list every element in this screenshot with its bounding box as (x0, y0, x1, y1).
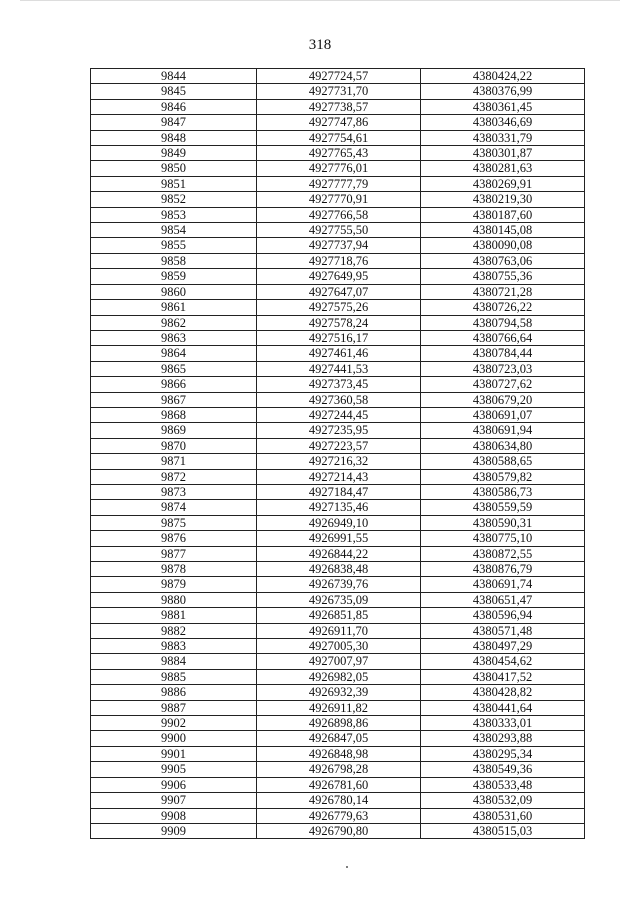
point-number-cell: 9860 (91, 284, 257, 299)
y-coordinate-cell: 4380691,07 (421, 407, 585, 422)
x-coordinate-cell: 4926911,70 (257, 623, 421, 638)
point-number-cell: 9847 (91, 115, 257, 130)
y-coordinate-cell: 4380293,88 (421, 731, 585, 746)
table-row (91, 146, 585, 161)
point-number-cell: 9866 (91, 377, 257, 392)
y-coordinate-cell: 4380691,74 (421, 577, 585, 592)
table-row (91, 238, 585, 253)
x-coordinate-cell: 4926838,48 (257, 562, 421, 577)
table-row (91, 592, 585, 607)
y-coordinate-cell: 4380417,52 (421, 669, 585, 684)
y-coordinate-cell: 4380691,94 (421, 423, 585, 438)
point-number-cell: 9872 (91, 469, 257, 484)
point-number-cell: 9874 (91, 500, 257, 515)
y-coordinate-cell: 4380755,36 (421, 269, 585, 284)
y-coordinate-cell: 4380727,62 (421, 377, 585, 392)
x-coordinate-cell: 4927135,46 (257, 500, 421, 515)
point-number-cell: 9901 (91, 746, 257, 761)
y-coordinate-cell: 4380549,36 (421, 762, 585, 777)
table-row (91, 454, 585, 469)
table-row (91, 392, 585, 407)
point-number-cell: 9883 (91, 639, 257, 654)
x-coordinate-cell: 4927441,53 (257, 361, 421, 376)
table-row (91, 808, 585, 823)
point-number-cell: 9886 (91, 685, 257, 700)
page-number: 318 (308, 37, 332, 53)
x-coordinate-cell: 4927516,17 (257, 330, 421, 345)
point-number-cell: 9861 (91, 300, 257, 315)
table-row (91, 161, 585, 176)
x-coordinate-cell: 4926982,05 (257, 669, 421, 684)
table-row (91, 716, 585, 731)
x-coordinate-cell: 4926949,10 (257, 515, 421, 530)
y-coordinate-cell: 4380586,73 (421, 484, 585, 499)
x-coordinate-cell: 4927575,26 (257, 300, 421, 315)
x-coordinate-cell: 4927223,57 (257, 438, 421, 453)
point-number-cell: 9880 (91, 592, 257, 607)
x-coordinate-cell: 4926735,09 (257, 592, 421, 607)
y-coordinate-cell: 4380876,79 (421, 562, 585, 577)
x-coordinate-cell: 4927373,45 (257, 377, 421, 392)
point-number-cell: 9877 (91, 546, 257, 561)
table-row (91, 669, 585, 684)
y-coordinate-cell: 4380497,29 (421, 639, 585, 654)
table-row (91, 777, 585, 792)
y-coordinate-cell: 4380763,06 (421, 253, 585, 268)
x-coordinate-cell: 4927754,61 (257, 130, 421, 145)
y-coordinate-cell: 4380766,64 (421, 330, 585, 345)
y-coordinate-cell: 4380531,60 (421, 808, 585, 823)
x-coordinate-cell: 4926844,22 (257, 546, 421, 561)
table-row (91, 115, 585, 130)
point-number-cell: 9853 (91, 207, 257, 222)
x-coordinate-cell: 4926780,14 (257, 793, 421, 808)
point-number-cell: 9845 (91, 84, 257, 99)
y-coordinate-cell: 4380532,09 (421, 793, 585, 808)
point-number-cell: 9869 (91, 423, 257, 438)
point-number-cell: 9850 (91, 161, 257, 176)
table-row (91, 823, 585, 838)
x-coordinate-cell: 4927718,76 (257, 253, 421, 268)
y-coordinate-cell: 4380424,22 (421, 69, 585, 84)
point-number-cell: 9862 (91, 315, 257, 330)
point-number-cell: 9852 (91, 192, 257, 207)
x-coordinate-cell: 4927216,32 (257, 454, 421, 469)
x-coordinate-cell: 4926911,82 (257, 700, 421, 715)
x-coordinate-cell: 4927776,01 (257, 161, 421, 176)
y-coordinate-cell: 4380596,94 (421, 608, 585, 623)
y-coordinate-cell: 4380723,03 (421, 361, 585, 376)
table-row (91, 562, 585, 577)
table-row (91, 223, 585, 238)
table-row (91, 300, 585, 315)
point-number-cell: 9902 (91, 716, 257, 731)
table-row (91, 438, 585, 453)
point-number-cell: 9878 (91, 562, 257, 577)
table-row (91, 500, 585, 515)
point-number-cell: 9882 (91, 623, 257, 638)
table-row (91, 192, 585, 207)
table-row (91, 793, 585, 808)
y-coordinate-cell: 4380515,03 (421, 823, 585, 838)
x-coordinate-cell: 4927765,43 (257, 146, 421, 161)
y-coordinate-cell: 4380441,64 (421, 700, 585, 715)
x-coordinate-cell: 4926847,05 (257, 731, 421, 746)
y-coordinate-cell: 4380533,48 (421, 777, 585, 792)
y-coordinate-cell: 4380269,91 (421, 176, 585, 191)
point-number-cell: 9865 (91, 361, 257, 376)
table-row (91, 377, 585, 392)
table-row (91, 253, 585, 268)
x-coordinate-cell: 4927755,50 (257, 223, 421, 238)
y-coordinate-cell: 4380331,79 (421, 130, 585, 145)
table-row (91, 484, 585, 499)
x-coordinate-cell: 4926790,80 (257, 823, 421, 838)
table-row (91, 639, 585, 654)
x-coordinate-cell: 4926779,63 (257, 808, 421, 823)
table-row (91, 330, 585, 345)
point-number-cell: 9858 (91, 253, 257, 268)
x-coordinate-cell: 4927777,79 (257, 176, 421, 191)
table-row (91, 515, 585, 530)
x-coordinate-cell: 4927747,86 (257, 115, 421, 130)
x-coordinate-cell: 4927578,24 (257, 315, 421, 330)
y-coordinate-cell: 4380376,99 (421, 84, 585, 99)
point-number-cell: 9908 (91, 808, 257, 823)
point-number-cell: 9844 (91, 69, 257, 84)
x-coordinate-cell: 4927005,30 (257, 639, 421, 654)
table-row (91, 284, 585, 299)
y-coordinate-cell: 4380346,69 (421, 115, 585, 130)
table-row (91, 546, 585, 561)
point-number-cell: 9867 (91, 392, 257, 407)
point-number-cell: 9885 (91, 669, 257, 684)
point-number-cell: 9851 (91, 176, 257, 191)
table-row (91, 731, 585, 746)
x-coordinate-cell: 4927184,47 (257, 484, 421, 499)
y-coordinate-cell: 4380634,80 (421, 438, 585, 453)
y-coordinate-cell: 4380579,82 (421, 469, 585, 484)
table-row (91, 84, 585, 99)
x-coordinate-cell: 4927649,95 (257, 269, 421, 284)
x-coordinate-cell: 4926798,28 (257, 762, 421, 777)
x-coordinate-cell: 4927235,95 (257, 423, 421, 438)
coordinates-table-body (91, 69, 585, 839)
point-number-cell: 9854 (91, 223, 257, 238)
x-coordinate-cell: 4927007,97 (257, 654, 421, 669)
table-row (91, 69, 585, 84)
point-number-cell: 9876 (91, 531, 257, 546)
table-row (91, 700, 585, 715)
x-coordinate-cell: 4927461,46 (257, 346, 421, 361)
y-coordinate-cell: 4380784,44 (421, 346, 585, 361)
x-coordinate-cell: 4927737,94 (257, 238, 421, 253)
point-number-cell: 9884 (91, 654, 257, 669)
point-number-cell: 9909 (91, 823, 257, 838)
table-row (91, 531, 585, 546)
point-number-cell: 9906 (91, 777, 257, 792)
table-row (91, 361, 585, 376)
y-coordinate-cell: 4380361,45 (421, 99, 585, 114)
x-coordinate-cell: 4926848,98 (257, 746, 421, 761)
x-coordinate-cell: 4927731,70 (257, 84, 421, 99)
table-row (91, 207, 585, 222)
table-row (91, 746, 585, 761)
y-coordinate-cell: 4380794,58 (421, 315, 585, 330)
point-number-cell: 9848 (91, 130, 257, 145)
table-row (91, 654, 585, 669)
y-coordinate-cell: 4380295,34 (421, 746, 585, 761)
x-coordinate-cell: 4927214,43 (257, 469, 421, 484)
point-number-cell: 9855 (91, 238, 257, 253)
scan-speck (346, 866, 348, 868)
table-row (91, 762, 585, 777)
table-row (91, 130, 585, 145)
point-number-cell: 9871 (91, 454, 257, 469)
y-coordinate-cell: 4380590,31 (421, 515, 585, 530)
point-number-cell: 9864 (91, 346, 257, 361)
x-coordinate-cell: 4927360,58 (257, 392, 421, 407)
point-number-cell: 9870 (91, 438, 257, 453)
point-number-cell: 9875 (91, 515, 257, 530)
point-number-cell: 9879 (91, 577, 257, 592)
point-number-cell: 9907 (91, 793, 257, 808)
point-number-cell: 9900 (91, 731, 257, 746)
table-row (91, 577, 585, 592)
point-number-cell: 9905 (91, 762, 257, 777)
point-number-cell: 9863 (91, 330, 257, 345)
top-scan-rule (20, 0, 620, 1)
coordinates-table (90, 68, 585, 839)
point-number-cell: 9859 (91, 269, 257, 284)
x-coordinate-cell: 4927766,58 (257, 207, 421, 222)
y-coordinate-cell: 4380454,62 (421, 654, 585, 669)
y-coordinate-cell: 4380775,10 (421, 531, 585, 546)
x-coordinate-cell: 4927724,57 (257, 69, 421, 84)
y-coordinate-cell: 4380428,82 (421, 685, 585, 700)
table-row (91, 269, 585, 284)
table-row (91, 469, 585, 484)
point-number-cell: 9873 (91, 484, 257, 499)
y-coordinate-cell: 4380219,30 (421, 192, 585, 207)
x-coordinate-cell: 4926932,39 (257, 685, 421, 700)
table-row (91, 176, 585, 191)
x-coordinate-cell: 4926781,60 (257, 777, 421, 792)
table-row (91, 685, 585, 700)
y-coordinate-cell: 4380872,55 (421, 546, 585, 561)
y-coordinate-cell: 4380301,87 (421, 146, 585, 161)
table-row (91, 99, 585, 114)
y-coordinate-cell: 4380651,47 (421, 592, 585, 607)
y-coordinate-cell: 4380090,08 (421, 238, 585, 253)
x-coordinate-cell: 4926898,86 (257, 716, 421, 731)
table-row (91, 407, 585, 422)
y-coordinate-cell: 4380559,59 (421, 500, 585, 515)
x-coordinate-cell: 4926851,85 (257, 608, 421, 623)
table-row (91, 623, 585, 638)
x-coordinate-cell: 4927647,07 (257, 284, 421, 299)
y-coordinate-cell: 4380571,48 (421, 623, 585, 638)
point-number-cell: 9881 (91, 608, 257, 623)
point-number-cell: 9846 (91, 99, 257, 114)
y-coordinate-cell: 4380679,20 (421, 392, 585, 407)
x-coordinate-cell: 4927770,91 (257, 192, 421, 207)
x-coordinate-cell: 4926739,76 (257, 577, 421, 592)
y-coordinate-cell: 4380281,63 (421, 161, 585, 176)
x-coordinate-cell: 4927738,57 (257, 99, 421, 114)
y-coordinate-cell: 4380588,65 (421, 454, 585, 469)
point-number-cell: 9868 (91, 407, 257, 422)
table-row (91, 608, 585, 623)
x-coordinate-cell: 4927244,45 (257, 407, 421, 422)
point-number-cell: 9849 (91, 146, 257, 161)
y-coordinate-cell: 4380721,28 (421, 284, 585, 299)
table-row (91, 315, 585, 330)
x-coordinate-cell: 4926991,55 (257, 531, 421, 546)
y-coordinate-cell: 4380726,22 (421, 300, 585, 315)
point-number-cell: 9887 (91, 700, 257, 715)
table-row (91, 346, 585, 361)
y-coordinate-cell: 4380145,08 (421, 223, 585, 238)
y-coordinate-cell: 4380187,60 (421, 207, 585, 222)
table-row (91, 423, 585, 438)
y-coordinate-cell: 4380333,01 (421, 716, 585, 731)
